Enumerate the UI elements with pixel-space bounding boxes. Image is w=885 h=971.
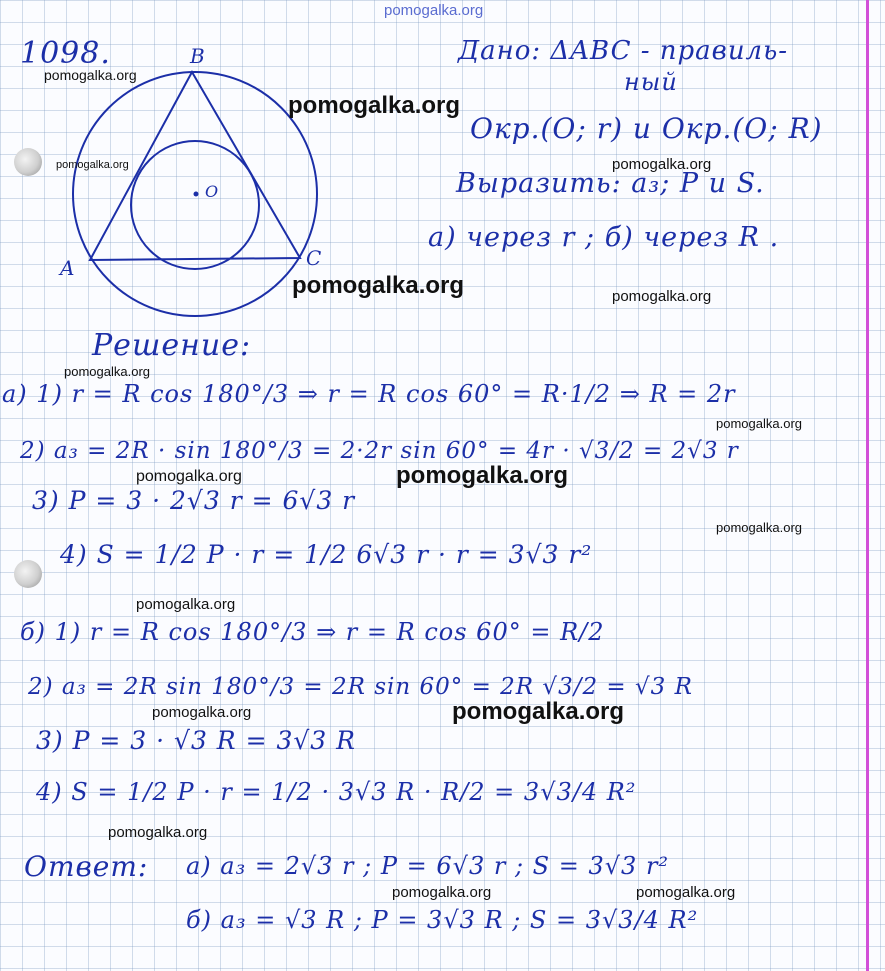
solution-heading: Решение: <box>92 328 252 363</box>
watermark: pomogalka.org <box>136 468 242 485</box>
answer-part-b: б) a₃ = √3 R ; P = 3√3 R ; S = 3√3/4 R² <box>186 906 699 934</box>
watermark: pomogalka.org <box>396 462 569 489</box>
part-b-step-2: 2) a₃ = 2R sin 180°/3 = 2R sin 60° = 2R √3/2 = √3 R <box>28 674 693 700</box>
answer-label: Ответ: <box>24 850 149 883</box>
given-line-4: Выразить: a₃; P и S. <box>456 168 765 199</box>
watermark: pomogalka.org <box>152 704 252 721</box>
center-label-o: O <box>205 182 220 201</box>
watermark: pomogalka.org <box>56 159 129 171</box>
watermark: pomogalka.org <box>108 824 208 841</box>
part-a-step-2: 2) a₃ = 2R · sin 180°/3 = 2·2r sin 60° = 4r · √3/2 = 2√3 r <box>20 438 739 464</box>
center-point <box>194 192 199 197</box>
part-a-step-3: 3) P = 3 · 2√3 r = 6√3 r <box>32 486 356 515</box>
vertex-label-a: A <box>60 256 76 280</box>
watermark: pomogalka.org <box>392 884 492 901</box>
vertex-label-c: C <box>306 246 323 270</box>
watermark: pomogalka.org <box>452 698 625 725</box>
part-b-step-1: б) 1) r = R cos 180°/3 ⇒ r = R cos 60° = R/2 <box>20 618 605 646</box>
problem-number: 1098. <box>20 36 111 71</box>
watermark: pomogalka.org <box>636 884 736 901</box>
site-header: pomogalka.org <box>384 2 484 19</box>
watermark: pomogalka.org <box>612 156 712 173</box>
watermark: pomogalka.org <box>288 92 461 119</box>
given-line-3: Окр.(O; r) и Окр.(O; R) <box>470 112 823 145</box>
part-a-step-1: а) 1) r = R cos 180°/3 ⇒ r = R cos 60° = R·1/2 ⇒ R = 2r <box>2 380 736 408</box>
given-line-5: а) через r ; б) через R . <box>428 222 780 253</box>
inscribed-circle <box>131 141 259 269</box>
watermark: pomogalka.org <box>292 272 465 299</box>
watermark: pomogalka.org <box>716 416 802 431</box>
answer-part-a: а) a₃ = 2√3 r ; P = 6√3 r ; S = 3√3 r² <box>186 852 670 880</box>
part-a-step-4: 4) S = 1/2 P · r = 1/2 6√3 r · r = 3√3 r² <box>60 540 593 569</box>
watermark: pomogalka.org <box>716 520 802 535</box>
part-b-step-4: 4) S = 1/2 P · r = 1/2 · 3√3 R · R/2 = 3√3/4 R² <box>36 778 637 806</box>
part-b-step-3: 3) P = 3 · √3 R = 3√3 R <box>36 726 356 755</box>
given-line-1: Дано: ΔABC - правиль- <box>458 36 789 66</box>
watermark: pomogalka.org <box>136 596 236 613</box>
watermark: pomogalka.org <box>44 67 137 83</box>
given-line-2: ный <box>624 68 678 96</box>
watermark: pomogalka.org <box>64 364 150 379</box>
watermark: pomogalka.org <box>612 288 712 305</box>
vertex-label-b: B <box>190 44 206 68</box>
